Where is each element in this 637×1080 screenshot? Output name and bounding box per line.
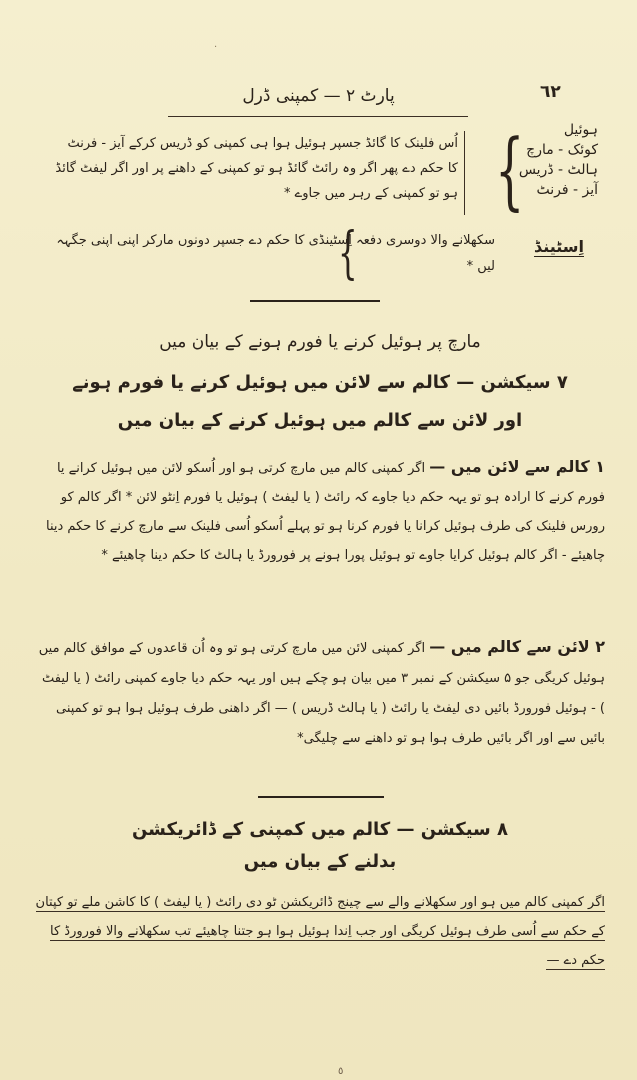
margin-label: آیز - فرنٹ bbox=[536, 182, 598, 198]
page-number: ٦٢ bbox=[540, 82, 561, 102]
curly-brace-icon: { bbox=[495, 121, 525, 219]
subsection-1 bbox=[35, 452, 605, 570]
section-7-heading bbox=[50, 364, 590, 440]
standfast-label bbox=[516, 237, 602, 256]
subsection-2 bbox=[35, 632, 605, 754]
subsection-2-text: اگر کمپنی لائن میں مارچ کرتی ہو تو وہ اُن قاعدوں کے موافق کالم میں ہوئیل کریگی جو ۵ سیکشن کے نمبر ۳ میں بیان ہو چکے ہیں اور یہہ حکم دیا جاوے کمپنی رائٹ ( یا لیفٹ ) - ہوئیل فورورڈ بائیں دی لیفٹ یا رائٹ ( یا ہالٹ ڈریس ) — اگر داھنی طرف ہوئیل ہوا ہو تو کمپنی بائیں سے اور اگر بائیں طرف ہوا ہو تو داھنے سے چلیگی* bbox=[38, 641, 605, 746]
section-7-line-1: ۷ سیکشن — کالم سے لائن میں ہوئیل کرنے یا فورم ہونے bbox=[72, 372, 568, 393]
paper-speck: · bbox=[214, 42, 218, 53]
closing-paragraph-text: اگر کمپنی کالم میں ہو اور سکھلانے والے سے چینج ڈائریکشن ٹو دی رائٹ ( یا لیفٹ ) کا کاشن ملے تو کپتان کے حکم سے اُسی طرف ہوئیل کریگی اور جب اِندا ہوئیل ہوا ہو جتنا چاھیئے تب سکھلانے والا فورورڈ کا حکم دے — bbox=[35, 895, 605, 968]
chapter-title: مارچ پر ہوئیل کرنے یا فورم ہونے کے بیان میں bbox=[159, 332, 481, 352]
margin-label: ہالٹ - ڈریس bbox=[518, 162, 598, 178]
subsection-1-text: اگر کمپنی کالم میں مارچ کرتی ہو اور اُسکو لائن میں ہوئیل کرانے یا فورم کرنے کا ارادہ ہو تو یہہ حکم دیا جاوے کہ رائٹ ( یا لیفٹ ) ہوئیل یا فورم اِنٹو لائن * اگر کالم کو رورس فلینک کی طرف ہوئیل کرانا یا فورم کرنا ہو تو پہلے اُسکو اُسی فلینک سے مارچ کرنے کا حکم دینا چاھیئے - اگر کالم ہوئیل کرایا جاوے تو ہوئیل پورا ہونے پر فورورڈ یا ہالٹ کا حکم دینا چاھیئے * bbox=[46, 461, 605, 563]
standfast-paragraph: سکھلانے والا دوسری دفعہ اِسٹینڈی کا حکم دے جسپر دونوں مارکر اپنی اپنی جگہہ لیں * bbox=[56, 233, 495, 274]
vertical-divider bbox=[464, 131, 465, 215]
section-8-line-2: بدلنے کے بیان میں bbox=[243, 851, 397, 872]
header-underline bbox=[168, 116, 468, 117]
subsection-1-heading: ۱ کالم سے لائن میں — bbox=[429, 457, 605, 476]
running-header: پارٹ ۲ — کمپنی ڈرل bbox=[242, 86, 395, 106]
subsection-2-heading: ۲ لائن سے کالم میں — bbox=[429, 637, 605, 656]
standfast-label-text: اِسٹینڈ bbox=[533, 237, 585, 256]
section-divider bbox=[258, 796, 384, 798]
section-divider bbox=[250, 300, 380, 302]
margin-label: کوئک - مارچ bbox=[526, 142, 598, 158]
section-8-heading bbox=[50, 814, 590, 878]
section-8-line-1: ۸ سیکشن — کالم میں کمپنی کے ڈائریکشن bbox=[131, 819, 509, 840]
curly-brace-icon: { bbox=[338, 221, 358, 286]
top-paragraph: اُس فلینک کا گائڈ جسپر ہوئیل ہوا ہی کمپنی کو ڈریس کرکے آیز - فرنٹ کا حکم دے پھر اگر وہ رائٹ گائڈ ہو تو کمپنی کے داھنے پر اور اگر لیفٹ گائڈ ہو تو کمپنی کے رہر میں جاوے * bbox=[55, 136, 458, 201]
section-7-line-2: اور لائن سے کالم میں ہوئیل کرنے کے بیان میں bbox=[117, 410, 523, 431]
margin-label: ہوئیل bbox=[563, 122, 598, 138]
footer-mark: ٥ bbox=[338, 1066, 344, 1077]
closing-paragraph bbox=[35, 888, 605, 975]
